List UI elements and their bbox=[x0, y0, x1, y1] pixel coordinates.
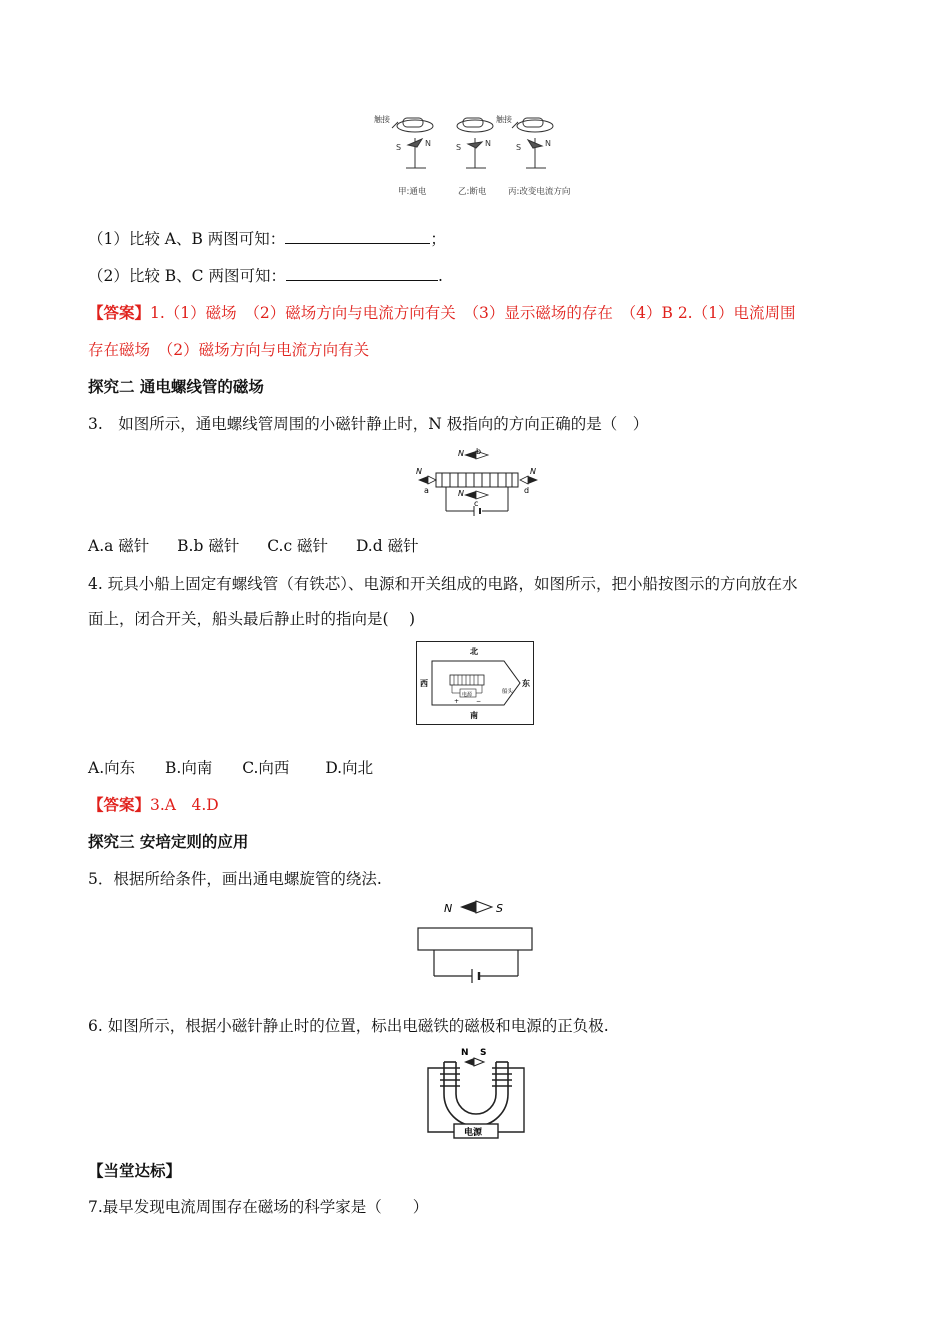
needle-b-n-label: N bbox=[458, 449, 464, 458]
q3-solenoid-figure bbox=[412, 443, 542, 527]
compare-ab-end: ； bbox=[430, 230, 446, 248]
blank-ab[interactable] bbox=[285, 229, 430, 244]
answer-1-text1: 1.（1）磁场 （2）磁场方向与电流方向有关 （3）显示磁场的存在 （4）B 2.（1）电流周围 bbox=[150, 304, 796, 322]
caption-c: 丙:改变电流方向 bbox=[508, 187, 571, 197]
needle-a-label: a bbox=[424, 486, 429, 495]
q3-option-a[interactable]: A.a 磁针 bbox=[88, 537, 150, 555]
q6-text: 6. 如图所示，根据小磁针静止时的位置，标出电磁铁的磁极和电源的正负极. bbox=[88, 1017, 609, 1035]
needle-d-n-label: N bbox=[530, 467, 536, 476]
touch-label-c: 触接 bbox=[496, 115, 512, 124]
n-label-c: N bbox=[545, 139, 551, 148]
north-label: 北 bbox=[470, 647, 478, 656]
q6-electromagnet-figure bbox=[420, 1044, 532, 1144]
q4-boat-figure bbox=[416, 641, 534, 729]
q6-n-label: N bbox=[461, 1048, 469, 1058]
q4-line1: 4. 玩具小船上固定有螺线管（有铁芯）、电源和开关组成的电路，如图所示，把小船按图示的方向放在水 bbox=[88, 575, 798, 593]
s-label-b: S bbox=[456, 143, 462, 152]
touch-label-a: 触接 bbox=[374, 115, 390, 124]
west-label: 西 bbox=[420, 679, 428, 688]
compare-ab-line bbox=[88, 228, 446, 250]
q4-option-c[interactable]: C.向西 bbox=[242, 759, 290, 777]
q5-text: 5．根据所给条件，画出通电螺旋管的绕法. bbox=[88, 870, 382, 888]
q7-text: 7.最早发现电流周围存在磁场的科学家是（ ） bbox=[88, 1198, 429, 1216]
q4-option-d[interactable]: D.向北 bbox=[325, 759, 374, 777]
q3-option-b[interactable]: B.b 磁针 bbox=[177, 537, 240, 555]
n-label-a: N bbox=[425, 139, 431, 148]
blank-bc[interactable] bbox=[286, 266, 438, 281]
east-label: 东 bbox=[522, 679, 530, 688]
q3-options bbox=[88, 535, 419, 557]
answer-2-text: 3.A 4.D bbox=[150, 796, 219, 814]
compare-ab-text: （1）比较 A、B 两图可知： bbox=[88, 230, 286, 248]
oersted-figure bbox=[370, 108, 585, 207]
section-3-title: 探究三 安培定则的应用 bbox=[88, 833, 249, 851]
caption-b: 乙:断电 bbox=[458, 187, 487, 197]
south-label: 南 bbox=[470, 711, 478, 720]
q4-line2: 面上，闭合开关，船头最后静止时的指向是( ) bbox=[88, 610, 416, 628]
needle-a-n-label: N bbox=[416, 467, 422, 476]
minus-label: − bbox=[476, 698, 482, 705]
n-label-b: N bbox=[485, 139, 491, 148]
caption-a: 甲:通电 bbox=[398, 187, 427, 197]
q3-text: 3. 如图所示，通电螺线管周围的小磁针静止时，N 极指向的方向正确的是（ ） bbox=[88, 415, 649, 433]
needle-d-label: d bbox=[524, 486, 530, 495]
needle-c-label: c bbox=[474, 499, 479, 508]
answer-2-line bbox=[88, 794, 219, 816]
q3-option-d[interactable]: D.d 磁针 bbox=[355, 537, 419, 555]
section-2-title: 探究二 通电螺线管的磁场 bbox=[88, 378, 264, 396]
q4-options bbox=[88, 757, 373, 779]
q6-power-label: 电源 bbox=[464, 1128, 483, 1138]
compare-bc-text: （2）比较 B、C 两图可知： bbox=[88, 267, 286, 285]
s-label-a: S bbox=[396, 143, 402, 152]
section-4-title: 【当堂达标】 bbox=[88, 1162, 182, 1180]
q6-s-label: S bbox=[480, 1048, 487, 1058]
q5-figure bbox=[414, 896, 536, 990]
power-label: 电源 bbox=[462, 692, 473, 698]
s-label-c: S bbox=[516, 143, 522, 152]
q5-s-label: S bbox=[496, 902, 503, 915]
q4-option-b[interactable]: B.向南 bbox=[165, 759, 213, 777]
compare-bc-end: . bbox=[437, 267, 443, 285]
q5-n-label: N bbox=[444, 902, 453, 915]
answer-tag: 【答案】 bbox=[88, 304, 151, 322]
compare-bc-line bbox=[88, 265, 443, 287]
q4-option-a[interactable]: A.向东 bbox=[88, 759, 136, 777]
needle-b-label: b bbox=[476, 447, 482, 456]
q3-option-c[interactable]: C.c 磁针 bbox=[267, 537, 329, 555]
needle-c-n-label: N bbox=[458, 489, 464, 498]
answer-1-line2: 存在磁场 （2）磁场方向与电流方向有关 bbox=[88, 341, 370, 359]
plus-label: + bbox=[454, 698, 460, 705]
bow-label: 船头 bbox=[502, 689, 514, 695]
answer-2-tag: 【答案】 bbox=[88, 796, 151, 814]
answer-1-line1 bbox=[88, 302, 795, 324]
